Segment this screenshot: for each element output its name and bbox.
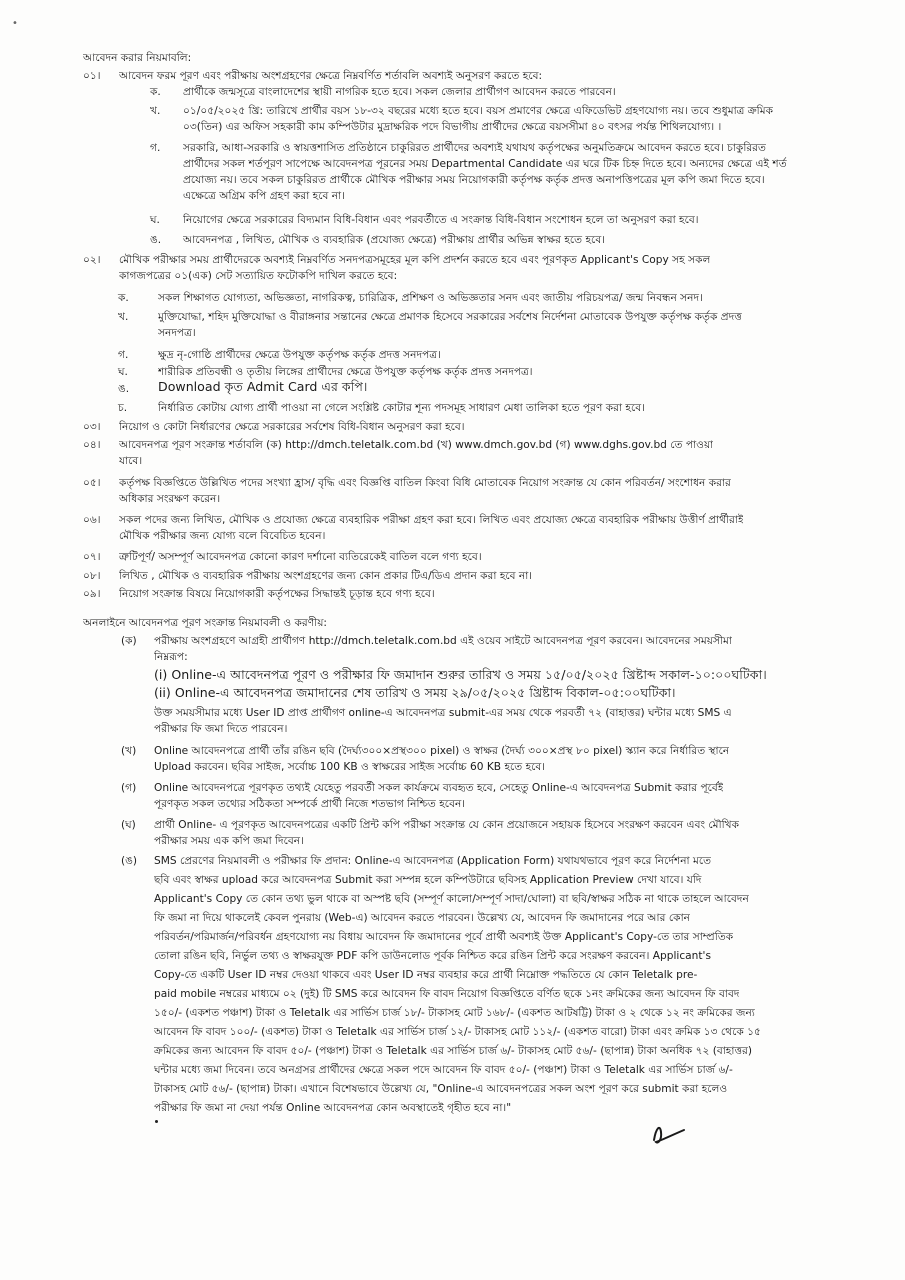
sub-text: নিম্নরূপ: bbox=[154, 651, 188, 663]
sub-text: ০১/০৫/২০২৫ খ্রি: তারিখে প্রার্থীর বয়স ১৮-৩২ বছরের মধ্যে হতে হবে। বয়স প্রমাণের ক্ষেত্রে এফিডেভিট গ্রহণযোগ্য নয়। তবে শুধুমাত্র ক্রমিক bbox=[183, 105, 773, 117]
item-text: আবেদন ফরম পূরণ এবং পরীক্ষায় অংশগ্রহণের ক্ষেত্রে নিম্নবর্ণিত শর্তাবলি অবশ্যই অনুসরণ করতে হবে: bbox=[119, 70, 543, 82]
sub-text: Online আবেদনপত্রে পূরণকৃত তথ্যই যেহেতু পরবর্তী সকল কার্যক্রমে ব্যবহৃত হবে, সেহেতু Online-এ আবেদনপত্র Submit করার পূর্বেই bbox=[154, 782, 724, 794]
sub-text: পরীক্ষার ফি জমা না দেয়া পর্যন্ত Online আবেদনপত্র কোন অবস্থাতেই গৃহীত হবে না।" bbox=[154, 1102, 512, 1114]
item-number: ০৩। bbox=[83, 421, 101, 433]
timeline-line: (ii) Online-এ আবেদনপত্র জমাদানের শেষ তারিখ ও সময় ২৯/০৫/২০২৫ খ্রিষ্টাব্দ বিকাল-০৫:০০ঘটিকা। bbox=[154, 685, 676, 700]
sub-text: প্রার্থীকে জন্মসূত্রে বাংলাদেশের স্থায়ী নাগরিক হতে হবে। সকল জেলার প্রার্থীগণ আবেদন করতে পারবেন। bbox=[183, 86, 616, 98]
sub-text: প্রার্থী Online- এ পূরণকৃত আবেদনপত্রের একটি প্রিন্ট কপি পরীক্ষা সংক্রান্ত যে কোন প্রয়োজনে সহায়ক হিসেবে সংরক্ষণ করবেন এবং মৌখিক bbox=[154, 819, 739, 831]
sub-text: আবেদন ফি বাবদ ১০০/- (একশত) টাকা ও Teletalk এর সার্ভিস চার্জ ১২/- টাকাসহ মোট ১১২/- (একশত বারো) টাকা এবং ক্রমিক ১৩ থেকে ১৫ bbox=[154, 1026, 761, 1038]
sub-label: ঘ. bbox=[118, 366, 128, 378]
sub-text: উক্ত সময়সীমার মধ্যে User ID প্রাপ্ত প্রার্থীগণ online-এ আবেদনপত্র submit-এর সময় থেকে পরবর্তী ৭২ (বাহাত্তর) ঘন্টার মধ্যে SMS এ bbox=[154, 707, 732, 719]
sub-label: খ. bbox=[150, 105, 161, 117]
sub-text: পরীক্ষার ফি জমা দিতে পারবেন। bbox=[154, 723, 288, 735]
sub-label: (ঙ) bbox=[121, 855, 138, 867]
sub-label: ক. bbox=[150, 86, 161, 98]
sub-label: খ. bbox=[118, 311, 129, 323]
item-text: মৌখিক পরীক্ষার সময় প্রার্থীদেরকে অবশ্যই নিম্নবর্ণিত সনদপত্রসমূহের মূল কপি প্রদর্শন করতে হবে এবং পূরণকৃত Applicant's Copy সহ সকল bbox=[119, 254, 711, 266]
sub-text: নিয়োগের ক্ষেত্রে সরকারের বিদ্যমান বিধি-বিধান এবং পরবর্তীতে এ সংক্রান্ত বিধি-বিধান সংশোধন হলে তা অনুসরণ করা হবে। bbox=[183, 214, 699, 226]
item-text: যাবে। bbox=[119, 455, 143, 467]
item-text: কর্তৃপক্ষ বিজ্ঞপ্তিতে উল্লিখিত পদের সংখ্যা হ্রাস/ বৃদ্ধি এবং বিজ্ঞপ্তি বাতিল কিংবা বিধি মোতাবেক নিয়োগ সংক্রান্ত যে কোন পরিবর্তন/ সংশোধন করার bbox=[119, 477, 731, 489]
sub-label: ঘ. bbox=[150, 214, 160, 226]
item-text: কাগজপত্রের ০১(এক) সেট সত্যায়িত ফটোকপি দাখিল করতে হবে: bbox=[119, 270, 398, 282]
sub-text: SMS প্রেরণের নিয়মাবলী ও পরীক্ষার ফি প্রদান: Online-এ আবেদনপত্র (Application Form) যথাযথভাবে পূরণ করে নির্দেশনা মতে bbox=[154, 855, 712, 867]
sub-label: গ. bbox=[150, 142, 161, 154]
sub-text: প্রযোজ্য নয়। তবে সকল চাকুরিরত প্রার্থীকে মৌখিক পরীক্ষার সময় নিয়োগকারী কর্তৃপক্ষ কর্তৃক প্রদত্ত অনাপত্তিপত্রের মূল কপি জমা দিতে হবে। bbox=[183, 174, 765, 186]
signature-icon bbox=[648, 1118, 688, 1148]
sub-label: (ক) bbox=[121, 635, 137, 647]
corner-mark: • bbox=[12, 18, 18, 29]
sub-text: পরীক্ষার সময় এক কপি জমা দিবেন। bbox=[154, 835, 304, 847]
item-text: লিখিত , মৌখিক ও ব্যবহারিক পরীক্ষায় অংশগ্রহণের জন্য কোন প্রকার টিএ/ডিএ প্রদান করা হবে না। bbox=[119, 570, 533, 582]
sub-label: গ. bbox=[118, 349, 129, 361]
sub-text: মুক্তিযোদ্ধা, শহিদ মুক্তিযোদ্ধা ও বীরাঙ্গনার সন্তানের ক্ষেত্রে প্রমাণক হিসেবে সরকারের সর্বশেষ নির্দেশনা মোতাবেক উপযুক্ত কর্তৃপক্ষ কর্তৃক প্রদত্ত bbox=[158, 311, 742, 323]
sub-label: চ. bbox=[118, 402, 128, 414]
item-number: ০৮। bbox=[83, 570, 101, 582]
sub-text: ১৫০/- (একশত পঞ্চাশ) টাকা ও Teletalk এর সার্ভিস চার্জ ১৮/- টাকাসহ মোট ১৬৮/- (একশত আটষট্টি) টাকা ও ২ থেকে ১২ নং ক্রমিকের জন্য bbox=[154, 1007, 755, 1019]
item-number: ০৭। bbox=[83, 551, 101, 563]
item-text: সকল পদের জন্য লিখিত, মৌখিক ও প্রযোজ্য ক্ষেত্রে ব্যবহারিক পরীক্ষা গ্রহণ করা হবে। লিখিত এবং প্রযোজ্য ক্ষেত্রে ব্যবহারিক পরীক্ষায় উত্তীর্ণ প্রার্থীরাই bbox=[119, 514, 744, 526]
sub-text: ঘন্টার মধ্যে জমা দিবেন। তবে অনগ্রসর প্রার্থীদের ক্ষেত্রে সকল পদে আবেদন ফি বাবদ ৫০/- (পঞ্চাশ) টাকা ও Teletalk এর সার্ভিস চার্জ ৬/- bbox=[154, 1064, 733, 1076]
sub-label: (খ) bbox=[121, 745, 137, 757]
item-text: আবেদনপত্র পূরণ সংক্রান্ত শর্তাবলি (ক) http://dmch.teletalk.com.bd (খ) www.dmch.gov.bd (গ) www.dghs.gov.bd তে পাওয়া bbox=[119, 439, 714, 451]
sub-text: Download কৃত Admit Card এর কপি। bbox=[158, 379, 368, 394]
item-text: অধিকার সংরক্ষণ করেন। bbox=[119, 493, 221, 505]
section1-heading: আবেদন করার নিয়মাবলি: bbox=[83, 52, 192, 64]
sub-text: পরিবর্তন/পরিমার্জন/পরিবর্ধন গ্রহণযোগ্য নয় বিধায় আবেদন ফি জমাদানের পূর্বে প্রার্থী অবশ্যই উক্ত Applicant's Copy-তে তার সাম্প্রতিক bbox=[154, 931, 734, 943]
item-number: ০৪। bbox=[83, 439, 101, 451]
sub-text: Applicant's Copy তে কোন তথ্য ভুল থাকে বা অস্পষ্ট ছবি (সম্পূর্ণ কালো/সম্পূর্ণ সাদা/ঘোলা) বা ছবি/স্বাক্ষর সঠিক না থাকে তাহলে আবেদন bbox=[154, 893, 749, 905]
sub-text: Online আবেদনপত্রে প্রার্থী তাঁর রঙিন ছবি (দৈর্ঘ্য৩০০×প্রস্থ৩০০ pixel) ও স্বাক্ষর (দৈর্ঘ্য ৩০০×প্রস্থ ৮০ pixel) স্ক্যান করে নির্ধারিত স্থানে bbox=[154, 745, 730, 757]
sub-text: আবেদনপত্র , লিখিত, মৌখিক ও ব্যবহারিক (প্রযোজ্য ক্ষেত্রে) পরীক্ষায় প্রার্থীর অভিন্ন স্বাক্ষর হতে হবে। bbox=[183, 234, 605, 246]
sub-text: পরীক্ষায় অংশগ্রহণে আগ্রহী প্রার্থীগণ http://dmch.teletalk.com.bd এই ওয়েব সাইটে আবেদনপত্র পূরণ করবেন। আবেদনের সময়সীমা bbox=[154, 635, 732, 647]
sub-label: (গ) bbox=[121, 782, 137, 794]
item-text: মৌখিক পরীক্ষার জন্য যোগ্য বলে বিবেচিত হবেন। bbox=[119, 530, 326, 542]
item-text: নিয়োগ ও কোটা নির্ধারণের ক্ষেত্রে সরকারের সর্বশেষ বিধি-বিধান অনুসরণ করা হবে। bbox=[119, 421, 465, 433]
sub-text: প্রার্থীদের সকল শর্তপূরণ সাপেক্ষে আবেদনপত্র পূরনের সময় Departmental Candidate এর ঘরে টিক চিহ্ন দিতে হবে। অন্যদের ক্ষেত্রে এই শর্ত bbox=[183, 158, 787, 170]
sub-text: শারীরিক প্রতিবন্ধী ও তৃতীয় লিঙ্গের প্রার্থীদের ক্ষেত্রে উপযুক্ত কর্তৃপক্ষ কর্তৃক প্রদত্ত সনদপত্র। bbox=[158, 366, 533, 378]
sub-text: সনদপত্র। bbox=[158, 327, 196, 339]
sub-text: তোলা রঙিন ছবি, নির্ভুল তথ্য ও স্বাক্ষরযুক্ত PDF কপি ডাউনলোড পূর্বক নিশ্চিত করে রঙিন প্রিন্ট করে সংরক্ষণ করবেন। Applicant's bbox=[154, 950, 711, 962]
timeline-line: (i) Online-এ আবেদনপত্র পূরণ ও পরীক্ষার ফি জমাদান শুরুর তারিখ ও সময় ১৫/০৫/২০২৫ খ্রিষ্টাব্দ সকাল-১০:০০ঘটিকা। bbox=[154, 667, 767, 682]
item-text: ত্রুটিপূর্ণ/ অসম্পূর্ণ আবেদনপত্র কোনো কারণ দর্শানো ব্যতিরেকেই বাতিল বলে গণ্য হবে। bbox=[119, 551, 482, 563]
sub-label: ঙ. bbox=[150, 234, 162, 246]
sub-text: ফি জমা না দিয়ে থাকলেই কেবল পুনরায় (Web-এ) আবেদন করতে পারবেন। উল্লেখ্য যে, আবেদন ফি জমাদানের পরে আর কোন bbox=[154, 912, 690, 924]
item-number: ০৯। bbox=[83, 588, 101, 600]
item-text: নিয়োগ সংক্রান্ত বিষয়ে নিয়োগকারী কর্তৃপক্ষের সিদ্ধান্তই চূড়ান্ত হবে গণ্য হবে। bbox=[119, 588, 435, 600]
sub-text: ক্ষুদ্র নৃ-গোষ্ঠি প্রার্থীদের ক্ষেত্রে উপযুক্ত কর্তৃপক্ষ কর্তৃক প্রদত্ত সনদপত্র। bbox=[158, 349, 441, 361]
section2-heading: অনলাইনে আবেদনপত্র পূরণ সংক্রান্ত নিয়মাবলী ও করণীয়: bbox=[83, 617, 327, 629]
sub-text: সকল শিক্ষাগত যোগ্যতা, অভিজ্ঞতা, নাগরিকত্ব, চারিত্রিক, প্রশিক্ষণ ও অভিজ্ঞতার সনদ এবং জাতীয় পরিচয়পত্র/ জন্ম নিবন্ধন সনদ। bbox=[158, 292, 703, 304]
sub-text: Upload করবেন। ছবির সাইজ, সর্বোচ্চ 100 KB ও স্বাক্ষরের সাইজ সর্বোচ্চ 60 KB হতে হবে। bbox=[154, 761, 546, 773]
sub-text: ছবি এবং স্বাক্ষর upload করে আবেদনপত্র Submit করা সম্পন্ন হলে কম্পিউটারে ছবিসহ Application Preview দেখা যাবে। যদি bbox=[154, 874, 702, 886]
sub-text: সরকারি, আধা-সরকারি ও স্বায়ত্তশাসিত প্রতিষ্ঠানে চাকুরিরত প্রার্থীদের অবশ্যই যথাযথ কর্তৃপক্ষের অনুমতিক্রমে আবেদন করতে হবে। চাকুরিরত bbox=[183, 142, 766, 154]
item-number: ০১। bbox=[83, 70, 101, 82]
sub-text: ০৩(তিন) এর অফিস সহকারী কাম কম্পিউটার মুদ্রাক্ষরিক পদে বিভাগীয় প্রার্থীদের ক্ষেত্রে বয়সসীমা ৪০ বৎসর পর্যন্ত শিথিলযোগ্য। । bbox=[183, 121, 722, 133]
sub-text: paid mobile নম্বরের মাধ্যমে ০২ (দুই) টি SMS করে আবেদন ফি বাবদ নিয়োগ বিজ্ঞপ্তিতে বর্ণিত ছকে ১নং ক্রমিকের জন্য আবেদন ফি বাবদ bbox=[154, 988, 740, 1000]
sub-text: Copy-তে একটি User ID নম্বর দেওয়া থাকবে এবং User ID নম্বর ব্যবহার করে প্রার্থী নিম্নোক্ত পদ্ধতিতে যে কোন Teletalk pre- bbox=[154, 969, 698, 981]
sub-text: ক্রমিকের জন্য আবেদন ফি বাবদ ৫০/- (পঞ্চাশ) টাকা ও Teletalk এর সার্ভিস চার্জ ৬/- টাকাসহ মোট ৫৬/- (ছাপান্ন) টাকা অনধিক ৭২ (বাহাত্তর) bbox=[154, 1045, 752, 1057]
item-number: ০৬। bbox=[83, 514, 101, 526]
sub-label: ক. bbox=[118, 292, 129, 304]
sub-text: পূরণকৃত সকল তথ্যের সঠিকতা সম্পর্কে প্রার্থী নিজে শতভাগ নিশ্চিত হবেন। bbox=[154, 798, 466, 810]
sub-text: টাকাসহ মোট ৫৬/- (ছাপান্ন) টাকা। এখানে বিশেষভাবে উল্লেখ্য যে, "Online-এ আবেদনপত্রের সকল অংশ পূরণ করে submit করা হলেও bbox=[154, 1083, 728, 1095]
item-number: ০২। bbox=[83, 254, 101, 266]
sub-label: ঙ. bbox=[118, 383, 130, 395]
sub-text: এক্ষেত্রে অগ্রিম কপি গ্রহণ করা হবে না। bbox=[183, 190, 345, 202]
sub-text: নির্ধারিত কোটায় যোগ্য প্রার্থী পাওয়া না গেলে সংশ্লিষ্ট কোটার শূন্য পদসমূহ সাধারণ মেধা তালিকা হতে পূরণ করা হবে। bbox=[158, 402, 645, 414]
item-number: ০৫। bbox=[83, 477, 101, 489]
sub-label: (ঘ) bbox=[121, 819, 136, 831]
ink-dot bbox=[155, 1120, 158, 1123]
